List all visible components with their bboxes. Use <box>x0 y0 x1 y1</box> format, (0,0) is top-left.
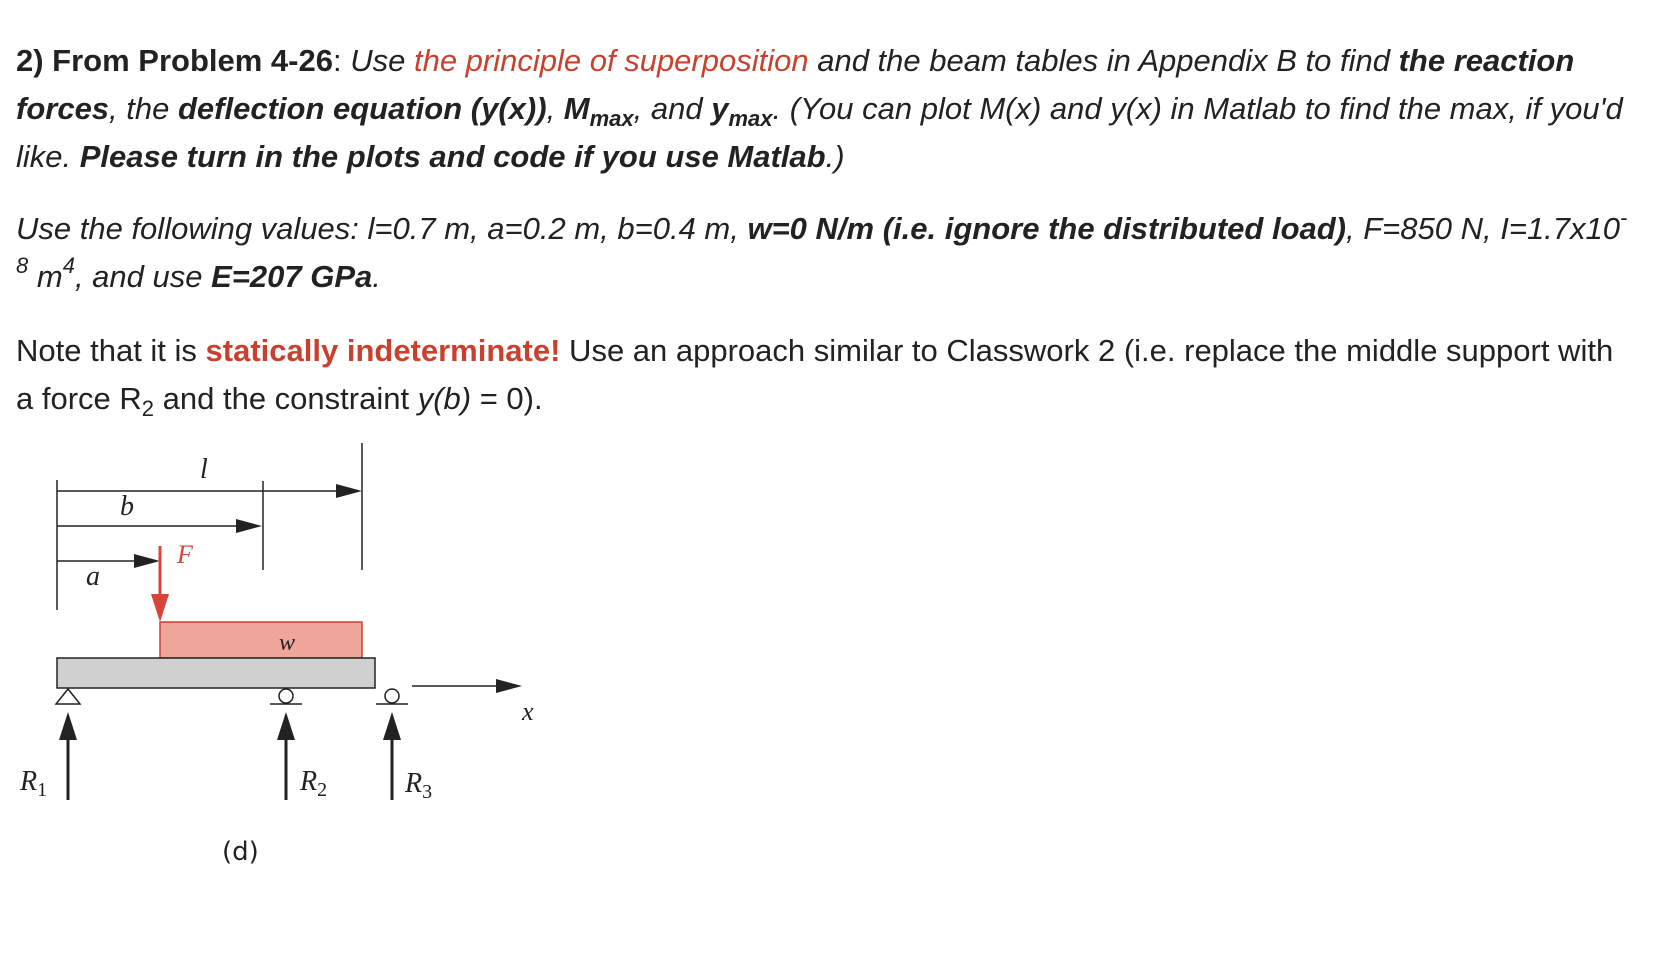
label-l: l <box>200 454 208 485</box>
x-axis-arrow <box>412 679 522 693</box>
roller-support-middle <box>270 689 302 704</box>
label-w: w <box>279 630 296 656</box>
label-R3: $R_3$ <box>405 768 433 803</box>
distributed-load-w <box>160 622 362 658</box>
label-F: F <box>177 540 193 569</box>
pin-support-left <box>56 689 80 704</box>
superposition-highlight: the principle of superposition <box>413 43 809 78</box>
beam-diagram <box>0 440 620 880</box>
reaction-R3-arrow <box>383 712 401 800</box>
roller-support-right <box>376 689 408 704</box>
label-b: b <box>120 491 134 522</box>
instructions-paragraph: 2) From Problem 4-26: Use the principle of superposition and the beam tables in Appendix B to find the reaction forces, the deflection equation (y(x)), $M_{max}$, and $y_{max}$. (You can plot M(x) and y(x) in Matlab to find the max, if you'd like. Please turn in the plots and code if you use Matlab.) <box>16 43 1623 174</box>
reaction-R1-arrow <box>59 712 77 800</box>
note-paragraph: Note that it is statically indeterminate! Use an approach similar to Classwork 2 (i.e. replace the middle support with a force $R_2$ and the constraint y(b) = 0). <box>16 333 1614 421</box>
problem-heading: 2) From Problem 4-26 <box>16 43 333 78</box>
values-paragraph: Use the following values: l=0.7 m, a=0.2 m, b=0.4 m, w=0 N/m (i.e. ignore the distributed load), F=850 N, $I=1.7x10^{-8}$ $m^4$, and use E=207 GPa. <box>16 205 1628 294</box>
label-R2: $R_2$ <box>300 766 328 801</box>
dimension-arrow-b <box>57 519 262 533</box>
beam <box>57 658 375 688</box>
label-R1: $R_1$ <box>20 766 48 801</box>
figure-caption: (d) <box>222 837 259 867</box>
dimension-arrow-a <box>57 554 160 568</box>
reaction-R2-arrow <box>277 712 295 800</box>
label-a: a <box>86 561 100 592</box>
dimension-arrow-l <box>57 484 362 498</box>
indeterminate-highlight: statically indeterminate! <box>205 333 561 368</box>
label-x: x <box>522 697 534 726</box>
force-F-arrow <box>151 546 169 622</box>
